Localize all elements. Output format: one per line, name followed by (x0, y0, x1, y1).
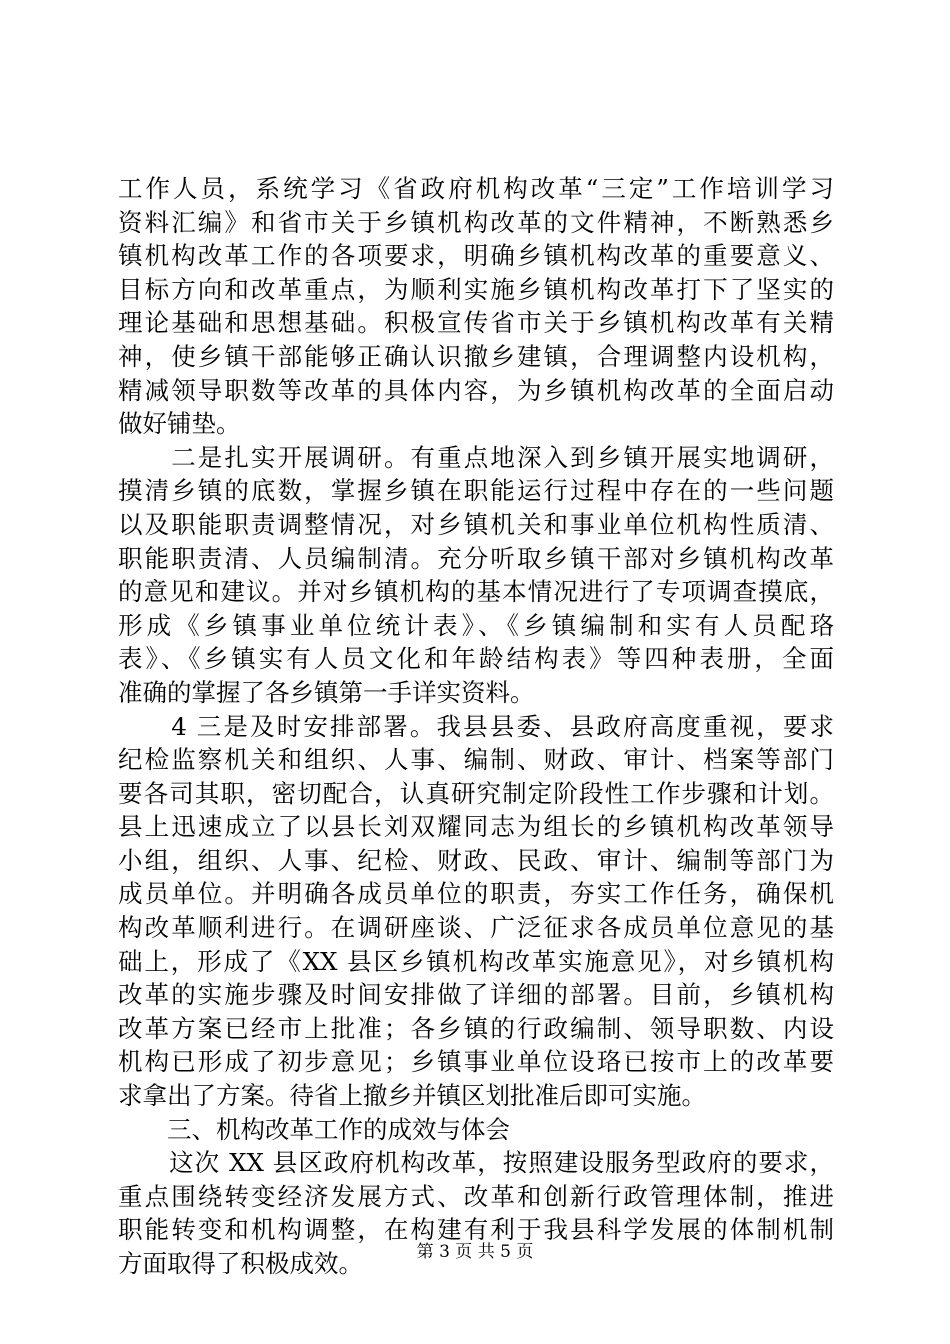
text-line: 神，使乡镇干部能够正确认识撤乡建镇，合理调整内设机构， (118, 341, 834, 371)
body-text (118, 172, 834, 1281)
page-footer: 第 3 页 共 5 页 (416, 1242, 534, 1262)
text-line: 这次 XX 县区政府机构改革，按照建设服务型政府的要求， (118, 1148, 834, 1178)
text-line: 职能职责清、人员编制清。充分听取乡镇干部对乡镇机构改革 (118, 543, 834, 573)
text-line: 4 三是及时安排部署。我县县委、县政府高度重视，要求 (118, 711, 834, 741)
text-line: 改革方案已经市上批准；各乡镇的行政编制、领导职数、内设 (118, 1013, 834, 1043)
text-line: 做好铺垫。 (118, 409, 241, 439)
text-line: 重点围绕转变经济发展方式、改革和创新行政管理体制，推进 (118, 1181, 834, 1211)
text-line: 改革的实施步骤及时间安排做了详细的部署。目前，乡镇机构 (118, 980, 834, 1010)
text-line: 小组，组织、人事、纪检、财政、民政、审计、编制等部门为 (118, 845, 834, 875)
text-line: 理论基础和思想基础。积极宣传省市关于乡镇机构改革有关精 (118, 308, 834, 338)
text-line: 形成《乡镇事业单位统计表》、《乡镇编制和实有人员配珞 (118, 610, 834, 640)
text-line: 准确的掌握了各乡镇第一手详实资料。 (118, 677, 535, 707)
text-line: 机构已形成了初步意见；乡镇事业单位设珞已按市上的改革要 (118, 1047, 834, 1077)
text-line: 构改革顺利进行。在调研座谈、广泛征求各成员单位意见的基 (118, 913, 834, 943)
text-line: 二是扎实开展调研。有重点地深入到乡镇开展实地调研， (118, 442, 834, 472)
text-line: 要各司其职，密切配合，认真研究制定阶段性工作步骤和计划。 (118, 778, 834, 808)
text-line: 职能转变和机构调整，在构建有利于我县科学发展的体制机制 (118, 1215, 834, 1245)
text-line: 工作人员，系统学习《省政府机构改革“三定”工作培训学习 (118, 174, 834, 203)
text-line: 表》、《乡镇实有人员文化和年龄结构表》等四种表册，全面 (118, 644, 834, 674)
text-line: 的意见和建议。并对乡镇机构的基本情况进行了专项调查摸底， (118, 577, 834, 607)
text-line: 目标方向和改革重点，为顺利实施乡镇机构改革打下了坚实的 (118, 274, 834, 304)
text-line: 成员单位。并明确各成员单位的职责，夯实工作任务，确保机 (118, 879, 834, 909)
text-line: 摸清乡镇的底数，掌握乡镇在职能运行过程中存在的一些问题 (118, 476, 834, 506)
text-line: 县上迅速成立了以县长刘双耀同志为组长的乡镇机构改革领导 (118, 812, 834, 842)
text-line: 方面取得了积极成效。 (118, 1249, 363, 1278)
text-line: 以及职能职责调整情况，对乡镇机关和事业单位机构性质清、 (118, 509, 834, 539)
text-line: 础上，形成了《XX 县区乡镇机构改革实施意见》，对乡镇机构 (118, 946, 834, 976)
text-line: 资料汇编》和省市关于乡镇机构改革的文件精神，不断熟悉乡 (118, 207, 834, 237)
text-line: 镇机构改革工作的各项要求，明确乡镇机构改革的重要意义、 (118, 241, 834, 271)
text-line: 三、机构改革工作的成效与体会 (118, 1114, 510, 1144)
text-line: 精减领导职数等改革的具体内容，为乡镇机构改革的全面启动 (118, 375, 834, 405)
text-line: 求拿出了方案。待省上撤乡并镇区划批准后即可实施。 (118, 1081, 706, 1111)
text-line: 纪检监察机关和组织、人事、编制、财政、审计、档案等部门 (118, 745, 834, 775)
